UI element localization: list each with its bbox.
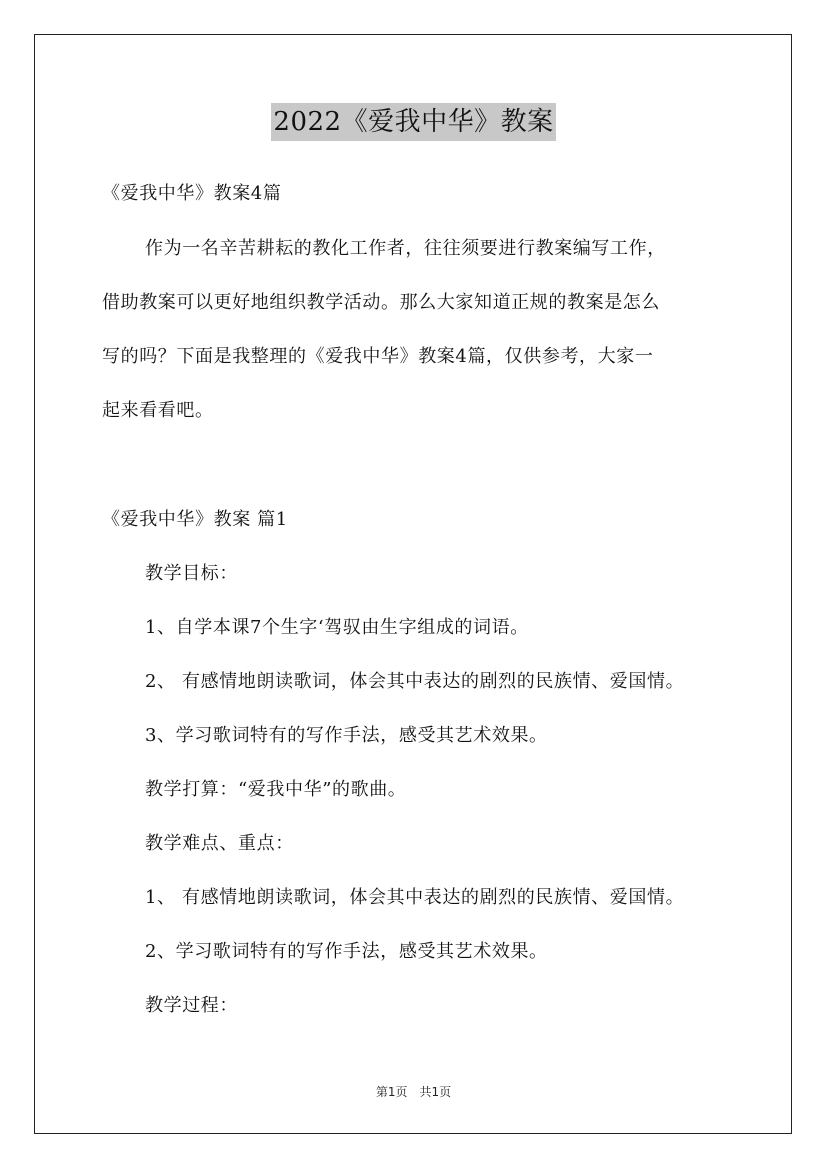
intro-line-4: 起来看看吧。 bbox=[102, 400, 214, 421]
page-number: 第1页 bbox=[375, 1085, 408, 1099]
intro-line-3: 写的吗？下面是我整理的《爱我中华》教案4篇，仅供参考，大家一 bbox=[102, 346, 654, 367]
difficulty-label: 教学难点、重点： bbox=[145, 833, 294, 854]
goal-item-1: 1、自学本课7个生字‘驾驭由生字组成的词语。 bbox=[145, 617, 529, 638]
page-total: 共1页 bbox=[419, 1085, 452, 1099]
title-container bbox=[0, 103, 827, 141]
goal-item-3: 3、学习歌词特有的写作手法，感受其艺术效果。 bbox=[145, 725, 548, 746]
section-heading: 《爱我中华》教案 篇1 bbox=[102, 509, 288, 530]
difficulty-item-1: 1、 有感情地朗读歌词，体会其中表达的剧烈的民族情、爱国情。 bbox=[145, 887, 685, 908]
goal-item-2: 2、 有感情地朗读歌词，体会其中表达的剧烈的民族情、爱国情。 bbox=[145, 671, 685, 692]
intro-line-1: 作为一名辛苦耕耘的教化工作者，往往须要进行教案编写工作， bbox=[145, 238, 666, 259]
document-subtitle: 《爱我中华》教案4篇 bbox=[102, 183, 282, 204]
page-footer bbox=[0, 1083, 827, 1101]
teaching-process-label: 教学过程： bbox=[145, 995, 238, 1016]
document-title: 2022《爱我中华》教案 bbox=[271, 103, 555, 141]
intro-line-2: 借助教案可以更好地组织教学活动。那么大家知道正规的教案是怎么 bbox=[102, 292, 660, 313]
difficulty-item-2: 2、学习歌词特有的写作手法，感受其艺术效果。 bbox=[145, 941, 548, 962]
teaching-goals-label: 教学目标： bbox=[145, 563, 238, 584]
teaching-preparation: 教学打算：“爱我中华”的歌曲。 bbox=[145, 779, 407, 800]
